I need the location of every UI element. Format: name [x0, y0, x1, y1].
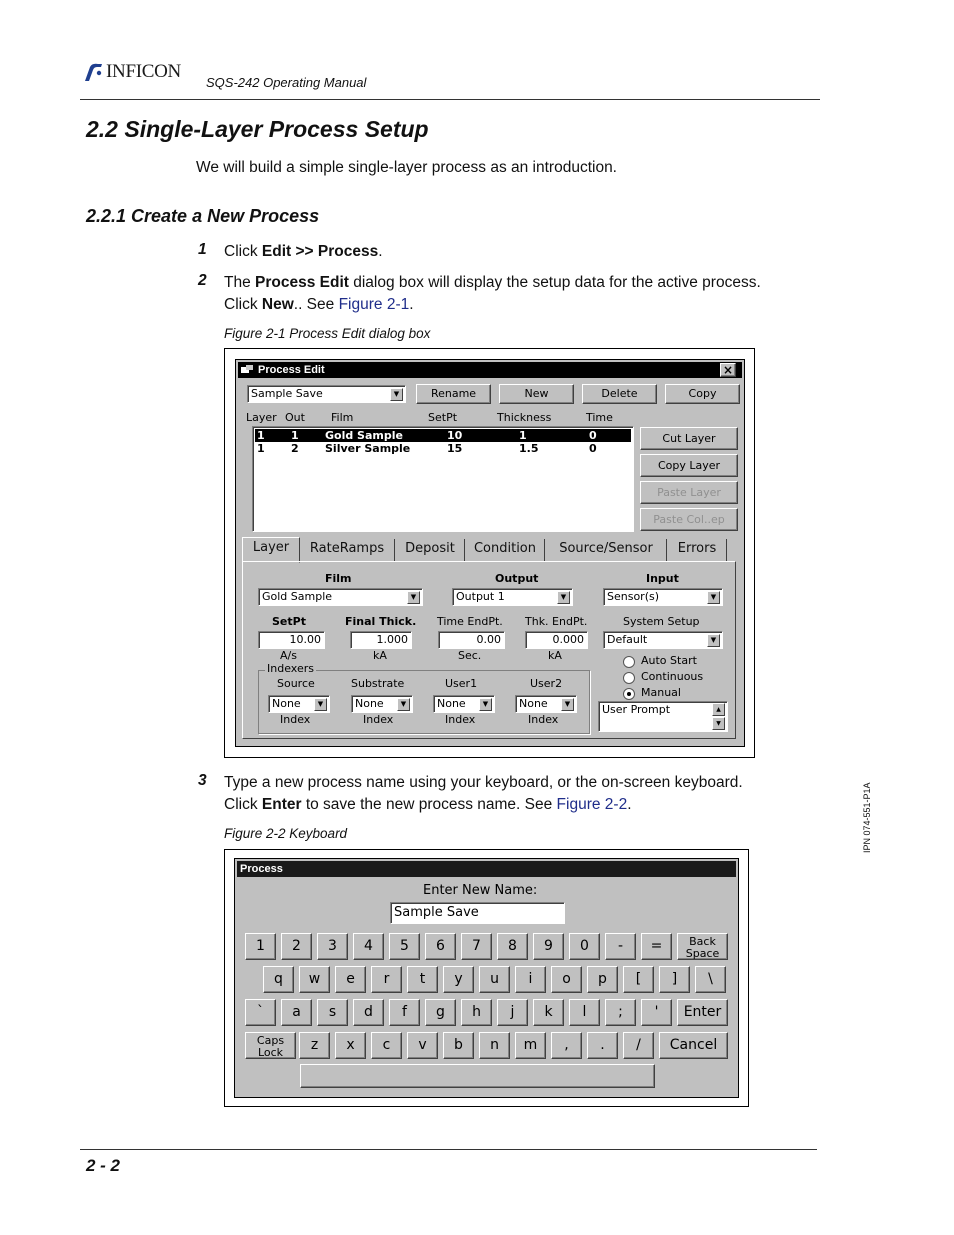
key-row1-0[interactable]: 1: [245, 933, 276, 960]
chevron-down-icon: ▼: [557, 591, 570, 604]
step-2-text-a: The: [224, 274, 256, 291]
final-thick-unit: kA: [373, 649, 387, 662]
key-row3-11[interactable]: ': [641, 999, 672, 1026]
enter-key[interactable]: Enter: [677, 999, 728, 1026]
indexer-substrate-unit: Index: [363, 713, 394, 726]
step-2-text-d: Click: [224, 296, 262, 313]
key-row4-5[interactable]: n: [479, 1032, 510, 1059]
key-row2-7[interactable]: i: [515, 966, 546, 993]
paste-collapse-button[interactable]: Paste Col..ep: [640, 508, 738, 531]
input-select-value: Sensor(s): [607, 590, 660, 603]
chevron-down-icon: ▼: [561, 698, 574, 711]
close-icon: ×: [722, 363, 734, 377]
table-row[interactable]: [255, 442, 631, 455]
logo-text: INFICON: [106, 61, 181, 82]
key-row3-2[interactable]: s: [317, 999, 348, 1026]
manual-title: SQS-242 Operating Manual: [206, 75, 367, 90]
indexer-user2-unit: Index: [528, 713, 559, 726]
header-rule: [80, 99, 820, 100]
output-select-value: Output 1: [456, 590, 505, 603]
chevron-down-icon: ▼: [390, 388, 403, 401]
indexers-label: Indexers: [267, 662, 314, 675]
side-code-text: IPN 074-551-P1A: [862, 782, 872, 853]
key-row1-6[interactable]: 7: [461, 933, 492, 960]
new-button[interactable]: New: [499, 384, 574, 404]
chevron-down-icon: ▼: [707, 634, 720, 647]
caps-lock-key[interactable]: [245, 1032, 296, 1059]
indexer-source-select[interactable]: [268, 695, 330, 713]
row-2-thickness: 1.5: [519, 442, 539, 455]
system-setup-select[interactable]: [603, 631, 723, 649]
key-row2-8[interactable]: o: [551, 966, 582, 993]
key-row2-6[interactable]: u: [479, 966, 510, 993]
key-row1-2[interactable]: 3: [317, 933, 348, 960]
process-select[interactable]: [247, 385, 406, 403]
key-row3-1[interactable]: a: [281, 999, 312, 1026]
row-2-time: 0: [589, 442, 597, 455]
key-row2-2[interactable]: e: [335, 966, 366, 993]
key-row1-8[interactable]: 9: [533, 933, 564, 960]
indexer-user2-value: None: [519, 697, 548, 710]
film-select-value: Gold Sample: [262, 590, 333, 603]
tab-condition[interactable]: Condition: [466, 539, 545, 561]
side-code: [862, 773, 878, 853]
key-row2-3[interactable]: r: [371, 966, 402, 993]
key-row3-6[interactable]: h: [461, 999, 492, 1026]
step-2-text-f: .. See: [293, 296, 339, 313]
rename-button[interactable]: Rename: [416, 384, 491, 404]
keyboard-dialog: [234, 858, 739, 1098]
key-row2-11[interactable]: ]: [659, 966, 690, 993]
tab-strip: [242, 539, 736, 561]
step-3-text: [224, 772, 824, 816]
page-number: 2 - 2: [86, 1156, 121, 1175]
key-row3-5[interactable]: g: [425, 999, 456, 1026]
section-intro: We will build a simple single-layer process as an introduction.: [196, 159, 617, 176]
footer-rule: [80, 1149, 817, 1150]
caps-lock-key-line-1: Caps: [256, 1034, 285, 1047]
space-bar[interactable]: [300, 1064, 655, 1088]
output-select[interactable]: [452, 588, 573, 606]
tab-source-sensor[interactable]: Source/Sensor: [546, 539, 667, 561]
film-label: Film: [325, 572, 352, 585]
step-3-text-f: .: [627, 796, 632, 813]
scroll-down-icon[interactable]: ▼: [712, 717, 725, 730]
system-setup-label: System Setup: [623, 615, 700, 628]
key-row1-1[interactable]: 2: [281, 933, 312, 960]
indexer-source-unit: Index: [280, 713, 311, 726]
key-row1-10[interactable]: -: [605, 933, 636, 960]
key-row3-8[interactable]: k: [533, 999, 564, 1026]
thk-endpt-unit: kA: [548, 649, 562, 662]
chevron-down-icon: ▼: [314, 698, 327, 711]
step-2-bold-new: New: [261, 296, 294, 313]
indexers-group: [258, 662, 590, 734]
app-icon: [241, 365, 253, 375]
key-row4-7[interactable]: ,: [551, 1032, 582, 1059]
indexer-user1-unit: Index: [445, 713, 476, 726]
key-row3-3[interactable]: d: [353, 999, 384, 1026]
thk-endpt-label: Thk. EndPt.: [525, 615, 588, 628]
close-button[interactable]: [720, 363, 736, 377]
copy-button[interactable]: Copy: [665, 384, 740, 404]
col-setpt: SetPt: [428, 411, 458, 424]
indexer-source-value: None: [272, 697, 301, 710]
chevron-down-icon: ▼: [397, 698, 410, 711]
row-1-out: 1: [291, 429, 299, 442]
user-prompt-value: User Prompt: [602, 703, 671, 716]
setpt-input[interactable]: 10.00: [258, 631, 325, 649]
step-1-text-c: .: [378, 243, 383, 260]
tab-rateramps[interactable]: RateRamps: [300, 539, 395, 561]
inficon-logo-icon: [82, 61, 104, 83]
row-1-thickness: 1: [519, 429, 527, 442]
step-3-number: 3: [198, 772, 207, 789]
layer-list[interactable]: [252, 426, 634, 532]
step-1-text-a: Click: [224, 243, 262, 260]
auto-start-label: Auto Start: [641, 654, 697, 667]
key-row2-0[interactable]: q: [263, 966, 294, 993]
step-1-bold: Edit >> Process: [261, 243, 379, 260]
row-2-film: Silver Sample: [325, 442, 411, 455]
output-label: Output: [495, 572, 539, 585]
backspace-key[interactable]: [677, 933, 728, 960]
tab-layer[interactable]: Layer: [242, 537, 300, 563]
row-1-layer: 1: [257, 429, 265, 442]
step-3-text-d: to save the new process name. See: [301, 796, 557, 813]
copy-layer-button[interactable]: Copy Layer: [640, 454, 738, 477]
row-1-setpt: 10: [447, 429, 463, 442]
step-2-text-c: dialog box will display the setup data for the active process.: [348, 274, 761, 291]
key-row2-12[interactable]: \: [695, 966, 726, 993]
key-row4-4[interactable]: b: [443, 1032, 474, 1059]
subsection-title: 2.2.1 Create a New Process: [86, 206, 320, 226]
inficon-logo: [82, 60, 181, 84]
setpt-label: SetPt: [272, 615, 306, 628]
indexer-source-label: Source: [277, 677, 315, 690]
indexer-substrate-label: Substrate: [351, 677, 405, 690]
backspace-key-line-1: Back: [689, 935, 716, 948]
caps-lock-key-line-2: Lock: [257, 1046, 284, 1059]
step-1-number: 1: [198, 241, 207, 258]
final-thick-label: Final Thick.: [345, 615, 417, 628]
key-row2-9[interactable]: p: [587, 966, 618, 993]
key-row4-0[interactable]: z: [299, 1032, 330, 1059]
key-row1-4[interactable]: 5: [389, 933, 420, 960]
system-setup-value: Default: [607, 633, 648, 646]
col-film: Film: [331, 411, 354, 424]
table-row[interactable]: [255, 429, 631, 442]
key-row3-0[interactable]: `: [245, 999, 276, 1026]
chevron-down-icon: ▼: [479, 698, 492, 711]
indexer-user2-label: User2: [530, 677, 563, 690]
key-row1-5[interactable]: 6: [425, 933, 456, 960]
keyboard-title: Process: [240, 863, 283, 875]
step-3-text-a: Type a new process name using your keyboard, or the on-screen keyboard.: [224, 774, 743, 791]
backspace-key-line-2: Space: [685, 947, 720, 960]
figure-2-2: [224, 849, 749, 1107]
indexer-substrate-value: None: [355, 697, 384, 710]
cancel-key[interactable]: Cancel: [659, 1032, 728, 1059]
manual-label: Manual: [641, 686, 681, 699]
dialog-title: Process Edit: [258, 364, 325, 376]
name-input[interactable]: Sample Save: [390, 902, 565, 924]
key-row4-8[interactable]: .: [587, 1032, 618, 1059]
key-row1-7[interactable]: 8: [497, 933, 528, 960]
step-2-text-h: .: [409, 296, 414, 313]
key-row1-3[interactable]: 4: [353, 933, 384, 960]
figure-2-1-link[interactable]: Figure 2-1: [338, 296, 410, 313]
user-prompt-textarea[interactable]: [598, 701, 728, 732]
key-row3-9[interactable]: l: [569, 999, 600, 1026]
key-row4-1[interactable]: x: [335, 1032, 366, 1059]
layer-tab-panel: [242, 561, 736, 739]
chevron-down-icon: ▼: [407, 591, 420, 604]
dialog-titlebar: [238, 362, 742, 378]
delete-button[interactable]: Delete: [582, 384, 657, 404]
row-1-film: Gold Sample: [325, 429, 403, 442]
input-select[interactable]: [603, 588, 723, 606]
figure-2-2-caption: Figure 2-2 Keyboard: [224, 826, 348, 841]
col-thickness: Thickness: [497, 411, 552, 424]
step-3-text-b: Click: [224, 796, 262, 813]
input-label: Input: [646, 572, 679, 585]
figure-2-1-caption: Figure 2-1 Process Edit dialog box: [224, 326, 431, 341]
figure-2-1: [224, 348, 755, 758]
indexer-user1-value: None: [437, 697, 466, 710]
scroll-up-icon[interactable]: ▲: [712, 703, 725, 716]
process-select-value: Sample Save: [251, 387, 323, 400]
step-3-bold: Enter: [261, 796, 302, 813]
key-row4-9[interactable]: /: [623, 1032, 654, 1059]
step-2-bold: Process Edit: [255, 274, 349, 291]
col-layer: Layer: [246, 411, 277, 424]
indexer-substrate-select[interactable]: [351, 695, 413, 713]
enter-name-label: Enter New Name:: [423, 883, 538, 898]
continuous-label: Continuous: [641, 670, 704, 683]
key-row4-2[interactable]: c: [371, 1032, 402, 1059]
chevron-down-icon: ▼: [707, 591, 720, 604]
indexer-user2-select[interactable]: [515, 695, 577, 713]
final-thick-input[interactable]: 1.000: [350, 631, 412, 649]
key-row2-10[interactable]: [: [623, 966, 654, 993]
col-out: Out: [285, 411, 305, 424]
row-2-setpt: 15: [447, 442, 463, 455]
row-2-layer: 1: [257, 442, 265, 455]
cut-layer-button[interactable]: Cut Layer: [640, 427, 738, 450]
step-1-text: [224, 241, 383, 263]
row-2-out: 2: [291, 442, 299, 455]
key-row2-5[interactable]: y: [443, 966, 474, 993]
key-row2-1[interactable]: w: [299, 966, 330, 993]
section-title: 2.2 Single-Layer Process Setup: [86, 116, 429, 142]
keyboard-keys: [235, 859, 738, 1097]
time-endpt-label: Time EndPt.: [437, 615, 503, 628]
time-endpt-input[interactable]: 0.00: [438, 631, 505, 649]
key-row1-9[interactable]: 0: [569, 933, 600, 960]
tab-deposit[interactable]: Deposit: [396, 539, 465, 561]
col-time: Time: [586, 411, 613, 424]
key-row2-4[interactable]: t: [407, 966, 438, 993]
auto-start-radio[interactable]: [623, 656, 635, 668]
step-2-text: [224, 272, 824, 316]
film-select[interactable]: [258, 588, 423, 606]
tab-errors[interactable]: Errors: [668, 539, 727, 561]
key-row3-10[interactable]: ;: [605, 999, 636, 1026]
continuous-radio[interactable]: [623, 672, 635, 684]
time-endpt-unit: Sec.: [458, 649, 482, 662]
row-1-time: 0: [589, 429, 597, 442]
setpt-unit: A/s: [280, 649, 297, 662]
key-row3-4[interactable]: f: [389, 999, 420, 1026]
key-row1-11[interactable]: =: [641, 933, 672, 960]
indexer-user1-label: User1: [445, 677, 478, 690]
key-row3-7[interactable]: j: [497, 999, 528, 1026]
figure-2-2-link[interactable]: Figure 2-2: [556, 796, 628, 813]
key-row4-6[interactable]: m: [515, 1032, 546, 1059]
indexer-user1-select[interactable]: [433, 695, 495, 713]
manual-radio[interactable]: [623, 688, 635, 700]
thk-endpt-input[interactable]: 0.000: [525, 631, 588, 649]
step-2-number: 2: [198, 272, 207, 289]
process-edit-dialog: [235, 359, 745, 747]
paste-layer-button[interactable]: Paste Layer: [640, 481, 738, 504]
key-row4-3[interactable]: v: [407, 1032, 438, 1059]
